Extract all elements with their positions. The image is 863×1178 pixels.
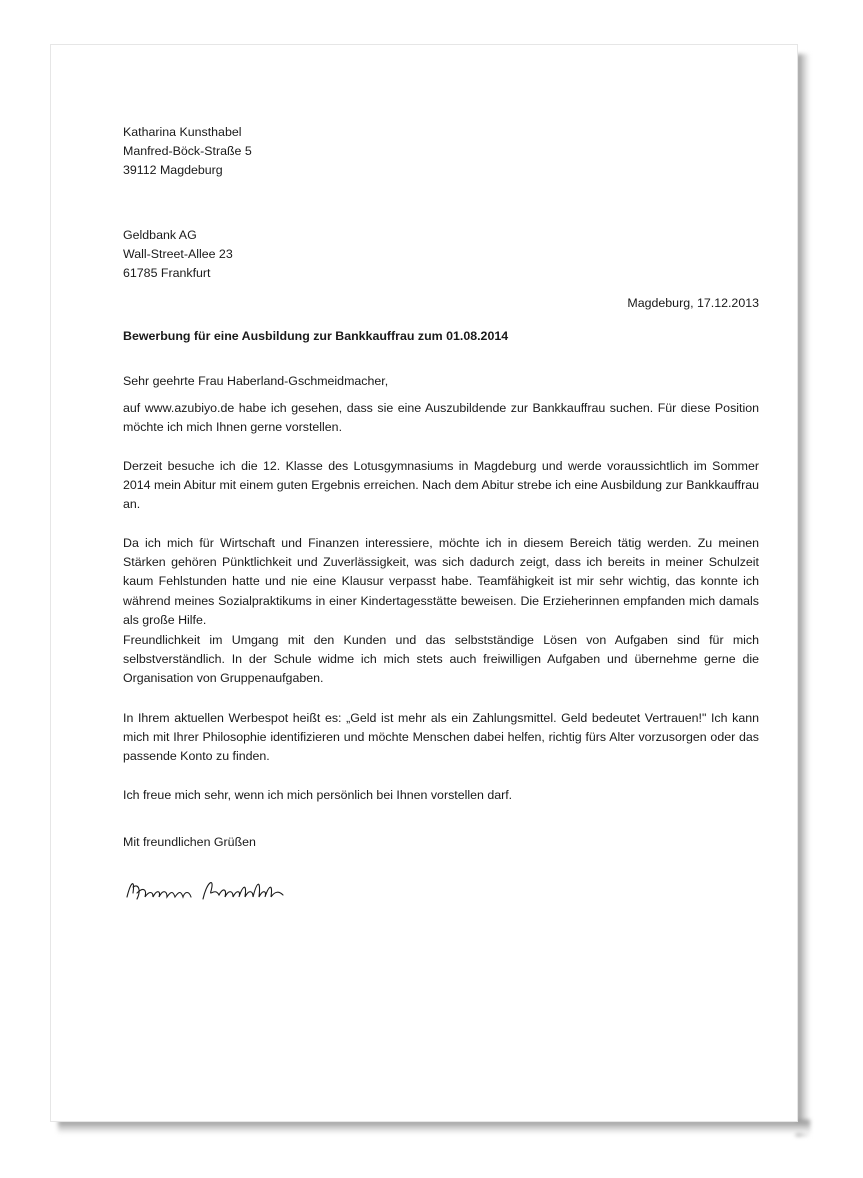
paragraph-closing: Ich freue mich sehr, wenn ich mich persönlich bei Ihnen vorstellen darf. bbox=[123, 788, 513, 802]
complimentary-close: Mit freundlichen Grüßen bbox=[123, 835, 256, 849]
salutation: Sehr geehrte Frau Haberland-Gschmeidmacher, bbox=[123, 374, 389, 388]
recipient-address bbox=[123, 226, 233, 284]
paragraph-strengths: Da ich mich für Wirtschaft und Finanzen interessiere, möchte ich in diesem Bereich tätig werden. Zu meinen Stärken gehören Pünktlichkeit und Zuverlässigkeit, was sich dadurch zeigt, dass ich bereits in meiner Schulzeit kaum Fehlstunden hatte und nie eine Klausur verpasst habe. Teamfähigkeit ist mir sehr wichtig, das konnte ich während meines Sozialpraktikums in einer Kindertagesstätte beweisen. Die Erzieherinnen empfanden mich damals als große Hilfe. bbox=[123, 536, 759, 627]
sender-address bbox=[123, 123, 252, 181]
recipient-street: Wall-Street-Allee 23 bbox=[123, 247, 233, 262]
paragraph-intro: auf www.azubiyo.de habe ich gesehen, dass sie eine Auszubildende zur Bankkauffrau suchen. Für diese Position möchte ich mich Ihnen gerne vorstellen. bbox=[123, 401, 759, 435]
letter-page bbox=[50, 44, 798, 1122]
handwritten-signature bbox=[123, 873, 293, 915]
recipient-company: Geldbank AG bbox=[123, 228, 197, 242]
sender-street: Manfred-Böck-Straße 5 bbox=[123, 144, 252, 159]
signature-image bbox=[123, 873, 293, 909]
page-shadow-bottom bbox=[58, 1120, 810, 1134]
page-shadow-right bbox=[796, 54, 810, 1136]
recipient-city: 61785 Frankfurt bbox=[123, 266, 211, 281]
subject-line: Bewerbung für eine Ausbildung zur Bankkauffrau zum 01.08.2014 bbox=[123, 329, 509, 343]
place-date: Magdeburg, 17.12.2013 bbox=[627, 296, 759, 310]
sender-city: 39112 Magdeburg bbox=[123, 163, 223, 178]
paragraph-motivation: In Ihrem aktuellen Werbespot heißt es: „Geld ist mehr als ein Zahlungsmittel. Geld bedeutet Vertrauen!" Ich kann mich mit Ihrer Philosophie identifizieren und möchte Menschen dabei helfen, richtig fürs Alter vorzusorgen oder das passende Konto zu finden. bbox=[123, 711, 759, 764]
paragraph-friendliness: Freundlichkeit im Umgang mit den Kunden und das selbstständige Lösen von Aufgaben sind für mich selbstverständlich. In der Schule widme ich mich stets auch freiwilligen Aufgaben und übernehme gerne die Organisation von Gruppenaufgaben. bbox=[123, 633, 759, 686]
sender-name: Katharina Kunsthabel bbox=[123, 125, 242, 139]
paragraph-education: Derzeit besuche ich die 12. Klasse des Lotusgymnasiums in Magdeburg und werde voraussichtlich im Sommer 2014 mein Abitur mit einem guten Ergebnis erreichen. Nach dem Abitur strebe ich eine Ausbildung zur Bankkauffrau an. bbox=[123, 459, 759, 512]
